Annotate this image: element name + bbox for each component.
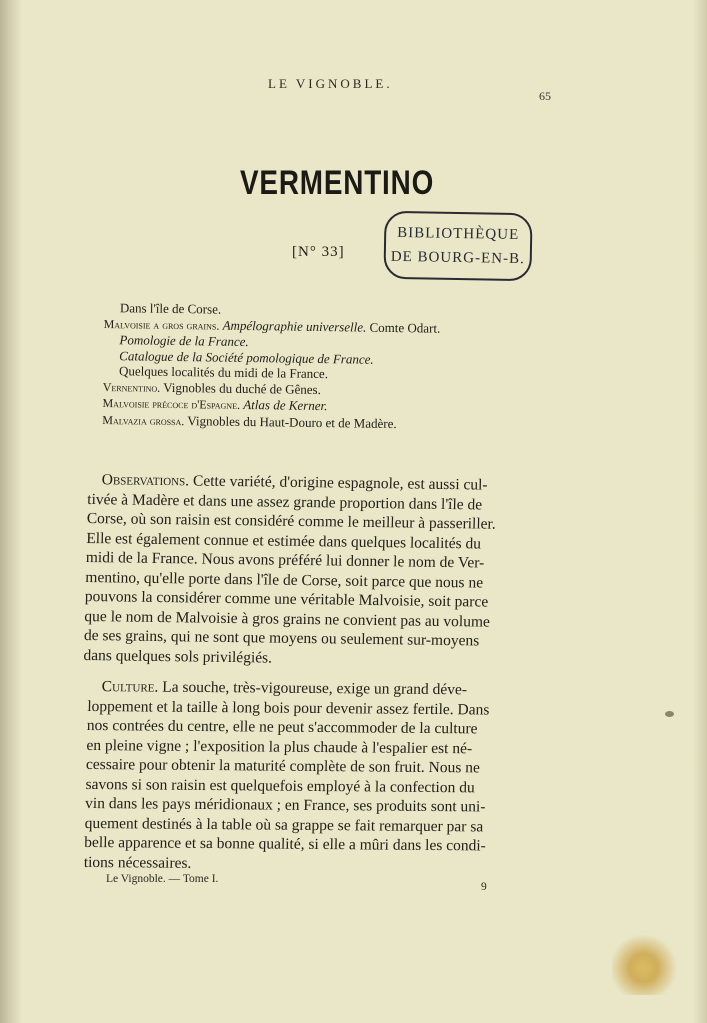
section-lead: Culture. bbox=[101, 678, 159, 696]
synonym-line: Malvoisie précoce d'Espagne. Atlas de Kerner. bbox=[102, 395, 328, 414]
synonym-line: Quelques localités du midi de la France. bbox=[118, 363, 329, 382]
page-edge-shadow bbox=[0, 0, 22, 1023]
section-lead: Observations. bbox=[101, 471, 190, 490]
synonym-line: Malvoisie a gros grains. Ampélographie universelle. Comte Odart. bbox=[103, 316, 441, 336]
paragraph-line: Elle est également connue et estimée dans quelques localités du bbox=[86, 529, 482, 552]
paragraph-line: tions nécessaires. bbox=[83, 853, 192, 872]
culture-paragraph bbox=[84, 677, 554, 876]
page-edge-right bbox=[693, 0, 707, 1023]
running-head: LE VIGNOBLE. bbox=[268, 76, 393, 91]
synonyms-list bbox=[102, 300, 574, 435]
paragraph-line: pouvons la considérer comme une véritable Malvoisie, soit parce bbox=[84, 587, 489, 611]
paragraph-line: en pleine vigne ; l'exposition la plus chaude à l'espalier est né- bbox=[86, 736, 473, 757]
paragraph-line: de ses grains, qui ne sont que moyens ou seulement sur-moyens bbox=[83, 626, 480, 650]
variety-number: [N° 33] bbox=[292, 244, 345, 260]
paragraph-line: nos contrées du centre, elle ne peut s'accommoder de la culture bbox=[86, 716, 478, 738]
library-stamp bbox=[383, 211, 532, 282]
synonym-line: Pomologie de la France. bbox=[119, 332, 249, 350]
paragraph-line: dans quelques sols privilégiés. bbox=[83, 646, 273, 667]
footer-sheet-number: 9 bbox=[481, 881, 487, 893]
stamp-line-2: DE BOURG-EN-B. bbox=[390, 248, 525, 268]
paragraph-line: Observations. Cette variété, d'origine espagnole, est aussi cul- bbox=[101, 471, 488, 494]
observations-paragraph bbox=[83, 470, 554, 671]
synonym-line: Dans l'île de Corse. bbox=[119, 300, 222, 317]
paragraph-line: loppement et la taille à long bois pour devenir assez fertile. Dans bbox=[87, 697, 490, 718]
footer-signature: Le Vignoble. — Tome I. bbox=[106, 873, 219, 885]
paragraph-line: quement destinés à la table où sa grappe se fait remarquer par sa bbox=[84, 814, 484, 835]
paragraph-line: tivée à Madère et dans une assez grande proportion dans l'île de bbox=[87, 490, 483, 514]
paragraph-line: Culture. La souche, très-vigoureuse, exige un grand déve- bbox=[101, 678, 468, 699]
paragraph-line: vin dans les pays méridionaux ; en France, ses produits sont uni- bbox=[84, 794, 486, 816]
page-number: 65 bbox=[539, 89, 551, 103]
paragraph-line: mentino, qu'elle porte dans l'île de Corse, soit parce que nous ne bbox=[85, 568, 484, 592]
corner-stain bbox=[612, 935, 682, 995]
synonym-line: Vernentino. Vignobles du duché de Gênes. bbox=[102, 379, 322, 397]
paragraph-line: cessaire pour obtenir la maturité complète de son fruit. Nous ne bbox=[85, 755, 481, 777]
synonym-line: Catalogue de la Société pomologique de France. bbox=[119, 347, 374, 367]
paragraph-line: midi de la France. Nous avons préféré lui donner le nom de Ver- bbox=[85, 548, 485, 572]
paragraph-line: que le nom de Malvoisie à gros grains ne convient pas au volume bbox=[84, 607, 491, 631]
ink-blot bbox=[665, 711, 674, 717]
synonym-line: Malvazia grossa. Vignobles du Haut-Douro et de Madère. bbox=[102, 412, 397, 431]
paragraph-line: Corse, où son raisin est considéré comme le meilleur à passeriller. bbox=[86, 509, 496, 533]
paragraph-line: savons si son raisin est quelquefois employé à la confection du bbox=[85, 775, 475, 796]
page-title: VERMENTINO bbox=[240, 164, 435, 202]
stamp-line-1: BIBLIOTHÈQUE bbox=[397, 224, 520, 244]
paragraph-line: belle apparence et sa bonne qualité, si elle a mûri dans les condi- bbox=[84, 833, 487, 855]
